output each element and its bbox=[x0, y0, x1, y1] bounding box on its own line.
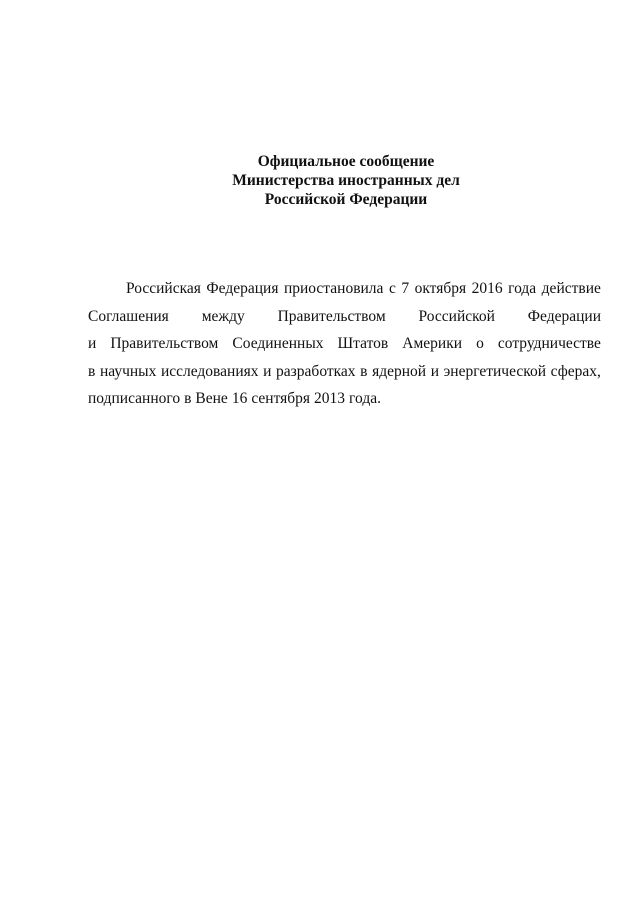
word: 2016 bbox=[471, 280, 503, 297]
word: и bbox=[263, 362, 272, 380]
word: между bbox=[201, 307, 245, 325]
document-heading bbox=[0, 152, 640, 209]
word: и bbox=[430, 362, 440, 380]
word: Вене bbox=[195, 390, 228, 407]
word: исследованиях bbox=[160, 362, 259, 380]
heading-line-1: Официальное сообщение bbox=[257, 153, 435, 170]
word: Федерации bbox=[527, 307, 601, 325]
paragraph-line bbox=[88, 275, 601, 303]
paragraph-line bbox=[88, 330, 601, 358]
word: подписанного bbox=[88, 390, 181, 407]
word: разработках bbox=[276, 362, 356, 380]
word: года. bbox=[349, 390, 381, 407]
word: Правительством bbox=[277, 307, 386, 325]
word: приостановила bbox=[283, 280, 384, 297]
word: сферах, bbox=[550, 362, 601, 380]
word: 16 bbox=[231, 390, 248, 407]
word: Соединенных bbox=[232, 335, 324, 352]
word: года bbox=[508, 280, 537, 297]
heading-line-3: Российской Федерации bbox=[264, 191, 428, 208]
heading-line-2: Министерства иностранных дел bbox=[232, 172, 460, 189]
word: в bbox=[184, 390, 192, 407]
word: Соглашения bbox=[88, 307, 169, 325]
word: сотрудничестве bbox=[497, 335, 601, 352]
word: в bbox=[88, 362, 96, 380]
word: действие bbox=[541, 280, 601, 297]
word: ядерной bbox=[372, 362, 427, 380]
word: Российская bbox=[126, 280, 201, 297]
word: энергетической bbox=[443, 362, 547, 380]
word: с bbox=[388, 280, 396, 297]
word: Правительством bbox=[110, 335, 219, 352]
statement-paragraph bbox=[88, 275, 601, 413]
word: в bbox=[360, 362, 368, 380]
word: Российской bbox=[418, 307, 495, 325]
word: 7 bbox=[401, 280, 410, 297]
word: Федерация bbox=[206, 280, 279, 297]
paragraph-line bbox=[88, 303, 601, 331]
word: и bbox=[88, 335, 97, 352]
word: октября bbox=[414, 280, 467, 297]
word: 2013 bbox=[314, 390, 346, 407]
word: сентября bbox=[251, 390, 311, 407]
word: научных bbox=[99, 362, 157, 380]
word: Штатов bbox=[337, 335, 389, 352]
paragraph-line bbox=[88, 385, 601, 413]
word: Америки bbox=[402, 335, 463, 352]
paragraph-line bbox=[88, 358, 601, 386]
word: о bbox=[476, 335, 484, 352]
